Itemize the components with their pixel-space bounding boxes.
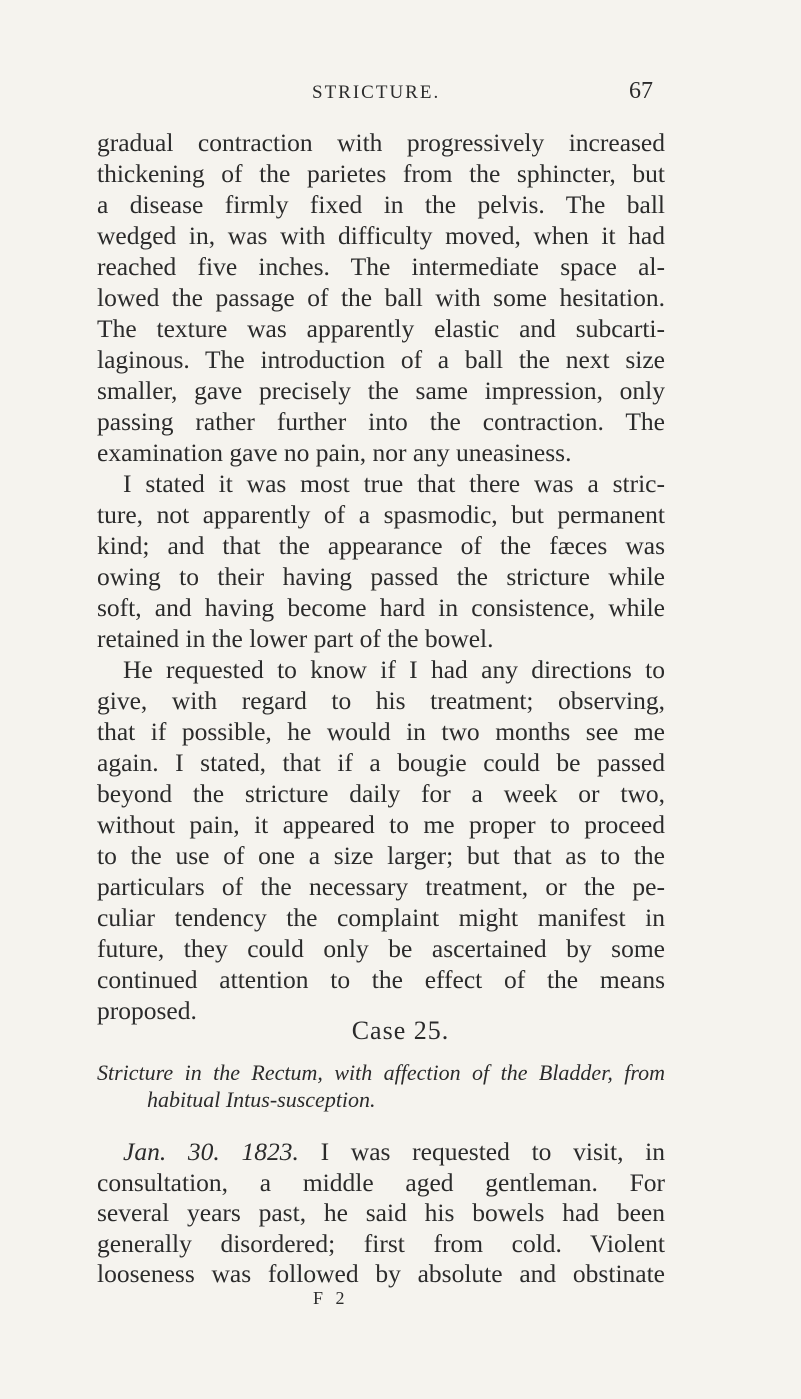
text-line: proposed.	[97, 996, 197, 1025]
text-line: kind; and that the appearance of the fæces was	[97, 531, 665, 560]
case-first-line-text: I was requested to visit, in	[320, 1137, 665, 1166]
text-line: I stated it was most true that there was a stric-	[123, 469, 665, 498]
case-subtitle	[97, 1059, 665, 1113]
text-line: reached five inches. The intermediate space al-	[97, 252, 665, 281]
running-head	[0, 78, 801, 112]
text-line: owing to their having passed the stricture while	[97, 562, 665, 591]
text-line: to the use of one a size larger; but that as to the	[97, 841, 665, 870]
text-line: generally disordered; first from cold. Violent	[97, 1228, 665, 1258]
page-number: 67	[629, 78, 653, 104]
signature-mark: F 2	[313, 1288, 349, 1308]
text-line: retained in the lower part of the bowel.	[97, 624, 494, 653]
text-line: thickening of the parietes from the sphincter, but	[97, 159, 665, 188]
text-line: laginous. The introduction of a ball the next size	[97, 345, 665, 374]
text-line: particulars of the necessary treatment, or the pe-	[97, 872, 665, 901]
text-line: soft, and having become hard in consistence, while	[97, 593, 665, 622]
text-line: without pain, it appeared to me proper to proceed	[97, 810, 665, 839]
text-line: give, with regard to his treatment; observing,	[97, 686, 665, 715]
case-first-line	[97, 1137, 665, 1168]
text-line: wedged in, was with difficulty moved, when it had	[97, 221, 665, 250]
text-line: that if possible, he would in two months see me	[97, 717, 665, 746]
text-line: beyond the stricture daily for a week or two,	[97, 779, 665, 808]
text-line: examination gave no pain, nor any uneasiness.	[97, 438, 572, 467]
text-line: again. I stated, that if a bougie could be passed	[97, 748, 665, 777]
case-date: Jan. 30. 1823.	[123, 1137, 299, 1166]
running-title: STRICTURE.	[312, 82, 441, 103]
case-subtitle-line: habitual Intus-susception.	[147, 1087, 376, 1112]
text-line: ture, not apparently of a spasmodic, but permanent	[97, 500, 665, 529]
text-line: lowed the passage of the ball with some hesitation.	[97, 283, 665, 312]
text-line: The texture was apparently elastic and subcarti-	[97, 314, 665, 343]
text-line: culiar tendency the complaint might manifest in	[97, 903, 665, 932]
text-line: continued attention to the effect of the means	[97, 965, 665, 994]
case-body	[97, 1137, 665, 1290]
text-line: looseness was followed by absolute and obstinate	[97, 1259, 665, 1288]
text-line: several years past, he said his bowels had been	[97, 1198, 665, 1227]
text-line: He requested to know if I had any directions to	[123, 655, 665, 684]
text-line: future, they could only be ascertained by some	[97, 934, 665, 963]
text-line: passing rather further into the contraction. The	[97, 407, 665, 436]
case-subtitle-line: Stricture in the Rectum, with affection of the Bladder, from	[97, 1060, 665, 1085]
text-line: consultation, a middle aged gentleman. For	[97, 1167, 665, 1197]
text-line: smaller, gave precisely the same impression, only	[97, 376, 665, 405]
text-line: gradual contraction with progressively increased	[97, 128, 665, 157]
case-heading: Case 25.	[351, 1016, 450, 1045]
body-text	[97, 127, 665, 1026]
text-line: a disease firmly fixed in the pelvis. The ball	[97, 190, 665, 219]
